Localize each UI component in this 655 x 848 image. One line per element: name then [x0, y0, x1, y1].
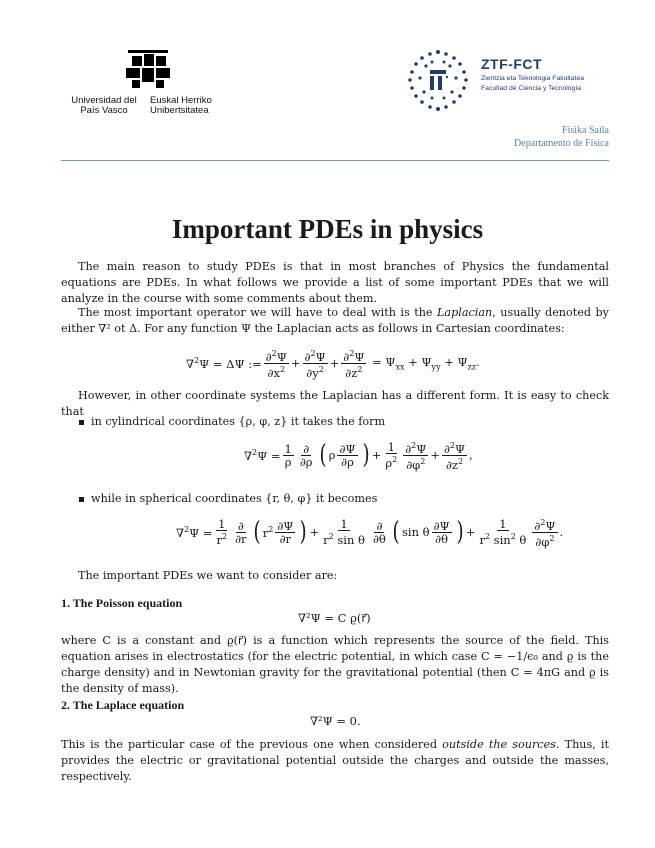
laplace-description-end: . Thus, it provides the electric or gravitational potential outside the charges and outside the masses, respectively. [61, 738, 609, 783]
ztf-dotted-globe-icon [402, 46, 474, 116]
ztf-subtitle-es: Facultad de Ciencia y Tecnología [481, 85, 582, 92]
cartesian-laplacian-equation: ∇$^2$Ψ = ΔΨ := $\frac{\partial^2\Psi}{\partial x^2}$ + $\frac{\partial^2\Psi}{\partial y^2}$ + $\frac{\partial^2\Psi}{\partial z^2}$ = $\Psi_{xx} + \Psi_{yy} + \Psi_{zz}$. [186, 349, 480, 380]
department-eu: Fisika Saila [562, 125, 609, 136]
ehu-name-es: Universidad del País Vasco [71, 95, 137, 116]
department-es: Departamento de Física [514, 138, 609, 149]
laplace-equation: ∇²Ψ = 0. [310, 714, 361, 728]
laplacian-paragraph [61, 305, 609, 337]
poisson-heading: 1. The Poisson equation [61, 596, 183, 610]
bullet-marker [79, 420, 84, 425]
laplace-heading: 2. The Laplace equation [61, 698, 185, 712]
header-divider [61, 160, 609, 161]
laplace-description-start: This is the particular case of the previous one when considered [61, 738, 443, 751]
other-coordinates-paragraph: However, in other coordinate systems the Laplacian has a different form. It is easy to check that [61, 389, 609, 418]
page-title: Important PDEs in physics [171, 214, 484, 244]
intro-paragraph: The main reason to study PDEs is that in most branches of Physics the fundamental equations are PDEs. In what follows we provide a list of some important PDEs that we will analyze in the course with some comments about them. [61, 260, 609, 305]
ztf-title: ZTF-FCT [481, 56, 543, 72]
poisson-description: where C is a constant and ϱ(r⃗) is a function which represents the source of the field. This equation arises in electrostatics (for the electric potential, in which case C = −1/ϵ₀ and ϱ is the charge density) and in Newtonian gravity for the gravitational potential (then C = 4πG and ϱ is the density of mass). [61, 634, 609, 695]
ehu-emblem-icon [118, 48, 178, 94]
laplacian-paragraph-start: The most important operator we will have to deal with is the [78, 306, 437, 319]
cylindrical-bullet-text: in cylindrical coordinates {ρ, φ, z} it takes the form [91, 415, 386, 428]
laplace-description [61, 737, 609, 785]
ztf-subtitle-eu: Zientzia eta Teknologia Fakultatea [481, 75, 585, 82]
outside-sources-term: outside the sources [442, 738, 556, 751]
spherical-bullet-text: while in spherical coordinates {r, θ, φ} it becomes [91, 492, 378, 505]
cylindrical-laplacian-equation: ∇$^2$Ψ = $\frac{1}{\rho}$ $\frac{\partial}{\partial\rho}$ ( ρ $\frac{\partial\Psi}{\partial\rho}$ ) + $\frac{1}{\rho^2}$ $\frac{\partial^2\Psi}{\partial\varphi^2}$ + $\frac{\partial^2\Psi}{\partial z^2}$ , [244, 440, 473, 472]
bullet-marker [79, 497, 84, 502]
laplacian-term: Laplacian [437, 306, 493, 319]
ztf-logo [402, 46, 474, 116]
ehu-name-eu: Euskal Herriko Unibertsitatea [150, 95, 212, 116]
laplacian-paragraph-end: , usually denoted by either ∇² ot Δ. For any function Ψ the Laplacian acts as follows in Cartesian coordinates: [61, 306, 609, 335]
poisson-equation: ∇²Ψ = C ϱ(r⃗) [298, 611, 371, 625]
important-pdes-intro: The important PDEs we want to consider are: [78, 569, 338, 582]
ehu-logo [118, 48, 178, 94]
spherical-laplacian-equation: ∇$^2$Ψ = $\frac{1}{r^2}$ $\frac{\partial}{\partial r}$ ( $r^2$ $\frac{\partial\Psi}{\partial r}$ ) + $\frac{1}{r^2 \sin \theta}$ $\frac{\partial}{\partial\theta}$ ( sin θ $\frac{\partial\Psi}{\partial\theta}$ ) + $\frac{1}{r^2 \sin^2 \theta}$ $\frac{\partial^2\Psi}{\partial\varphi^2}$ . [176, 517, 564, 549]
